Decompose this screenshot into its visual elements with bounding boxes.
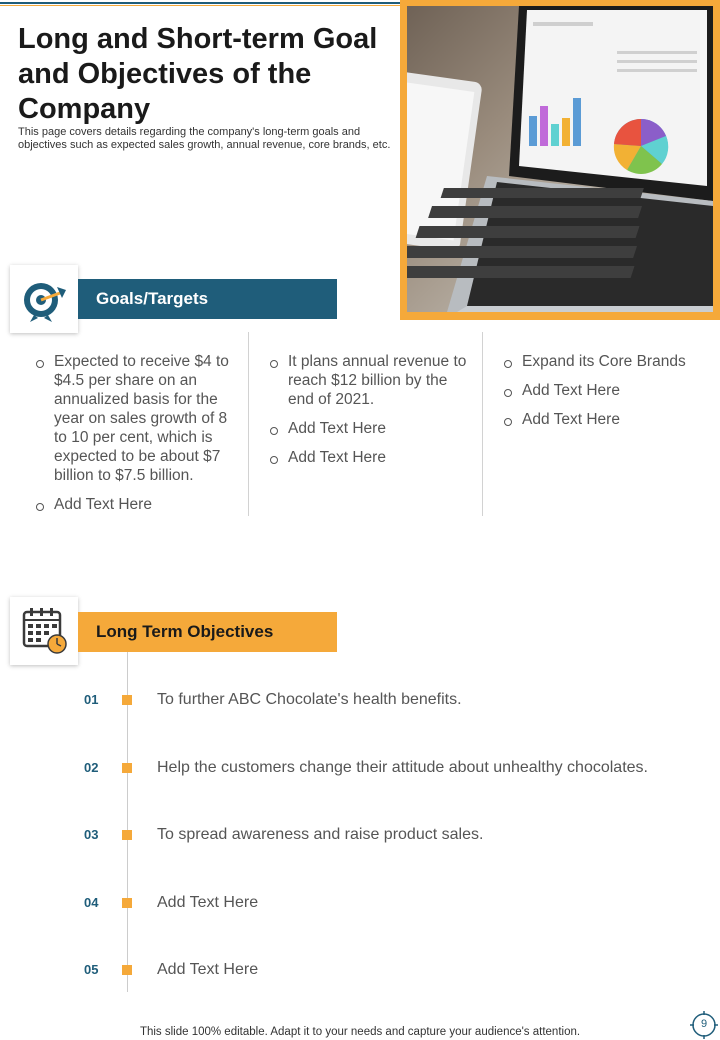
list-item — [0, 758, 720, 778]
goals-column-3 — [503, 352, 703, 439]
objective-text: Add Text Here — [157, 961, 259, 978]
target-arrow-icon — [10, 265, 78, 333]
footer-note: This slide 100% editable. Adapt it to your needs and capture your audience's attention. — [139, 1026, 581, 1038]
laptop-photo-frame — [400, 0, 720, 320]
list-item — [0, 893, 720, 913]
objective-number: 03 — [84, 827, 99, 842]
objective-number: 01 — [84, 692, 99, 707]
objective-text: To further ABC Chocolate's health benefits. — [157, 691, 462, 708]
list-item: Add Text Here — [35, 495, 235, 514]
page-badge-icon — [690, 1011, 718, 1039]
page-number: 9 — [700, 1018, 708, 1030]
page-subtitle: This page covers details regarding the company's long-term goals and objectives such as expected sales growth, annual revenue, core brands, etc. — [18, 126, 391, 151]
list-item: Add Text Here — [503, 410, 703, 429]
goals-heading: Goals/Targets — [78, 279, 337, 319]
list-item: Expand its Core Brands — [503, 352, 703, 371]
list-item: Add Text Here — [269, 419, 469, 438]
laptop-photo — [407, 6, 713, 312]
objective-text: Add Text Here — [157, 894, 259, 911]
timeline-marker — [122, 898, 132, 908]
timeline-marker — [122, 763, 132, 773]
column-divider — [248, 332, 249, 516]
calendar-clock-icon — [10, 597, 78, 665]
list-item: Add Text Here — [269, 448, 469, 467]
timeline-marker — [122, 830, 132, 840]
objectives-heading: Long Term Objectives — [78, 612, 337, 652]
objective-number: 05 — [84, 962, 99, 977]
objective-text: Help the customers change their attitude about unhealthy chocolates. — [157, 759, 648, 776]
objective-number: 04 — [84, 895, 99, 910]
page-title: Long and Short-term Goal and Objectives of the Company — [18, 23, 378, 125]
timeline-marker — [122, 695, 132, 705]
list-item — [0, 690, 720, 710]
goals-column-1 — [35, 352, 235, 524]
goals-column-2 — [269, 352, 469, 477]
list-item: It plans annual revenue to reach $12 billion by the end of 2021. — [269, 352, 469, 409]
objective-number: 02 — [84, 760, 99, 775]
list-item: Expected to receive $4 to $4.5 per share on an annualized basis for the year on sales growth of 8 to 10 per cent, which is expected to be about $7 billion to $7.5 billion. — [35, 352, 235, 485]
list-item — [0, 825, 720, 845]
objective-text: To spread awareness and raise product sales. — [157, 826, 484, 843]
list-item — [0, 960, 720, 980]
column-divider — [482, 332, 483, 516]
list-item: Add Text Here — [503, 381, 703, 400]
timeline-marker — [122, 965, 132, 975]
top-accent-lines — [0, 0, 400, 8]
